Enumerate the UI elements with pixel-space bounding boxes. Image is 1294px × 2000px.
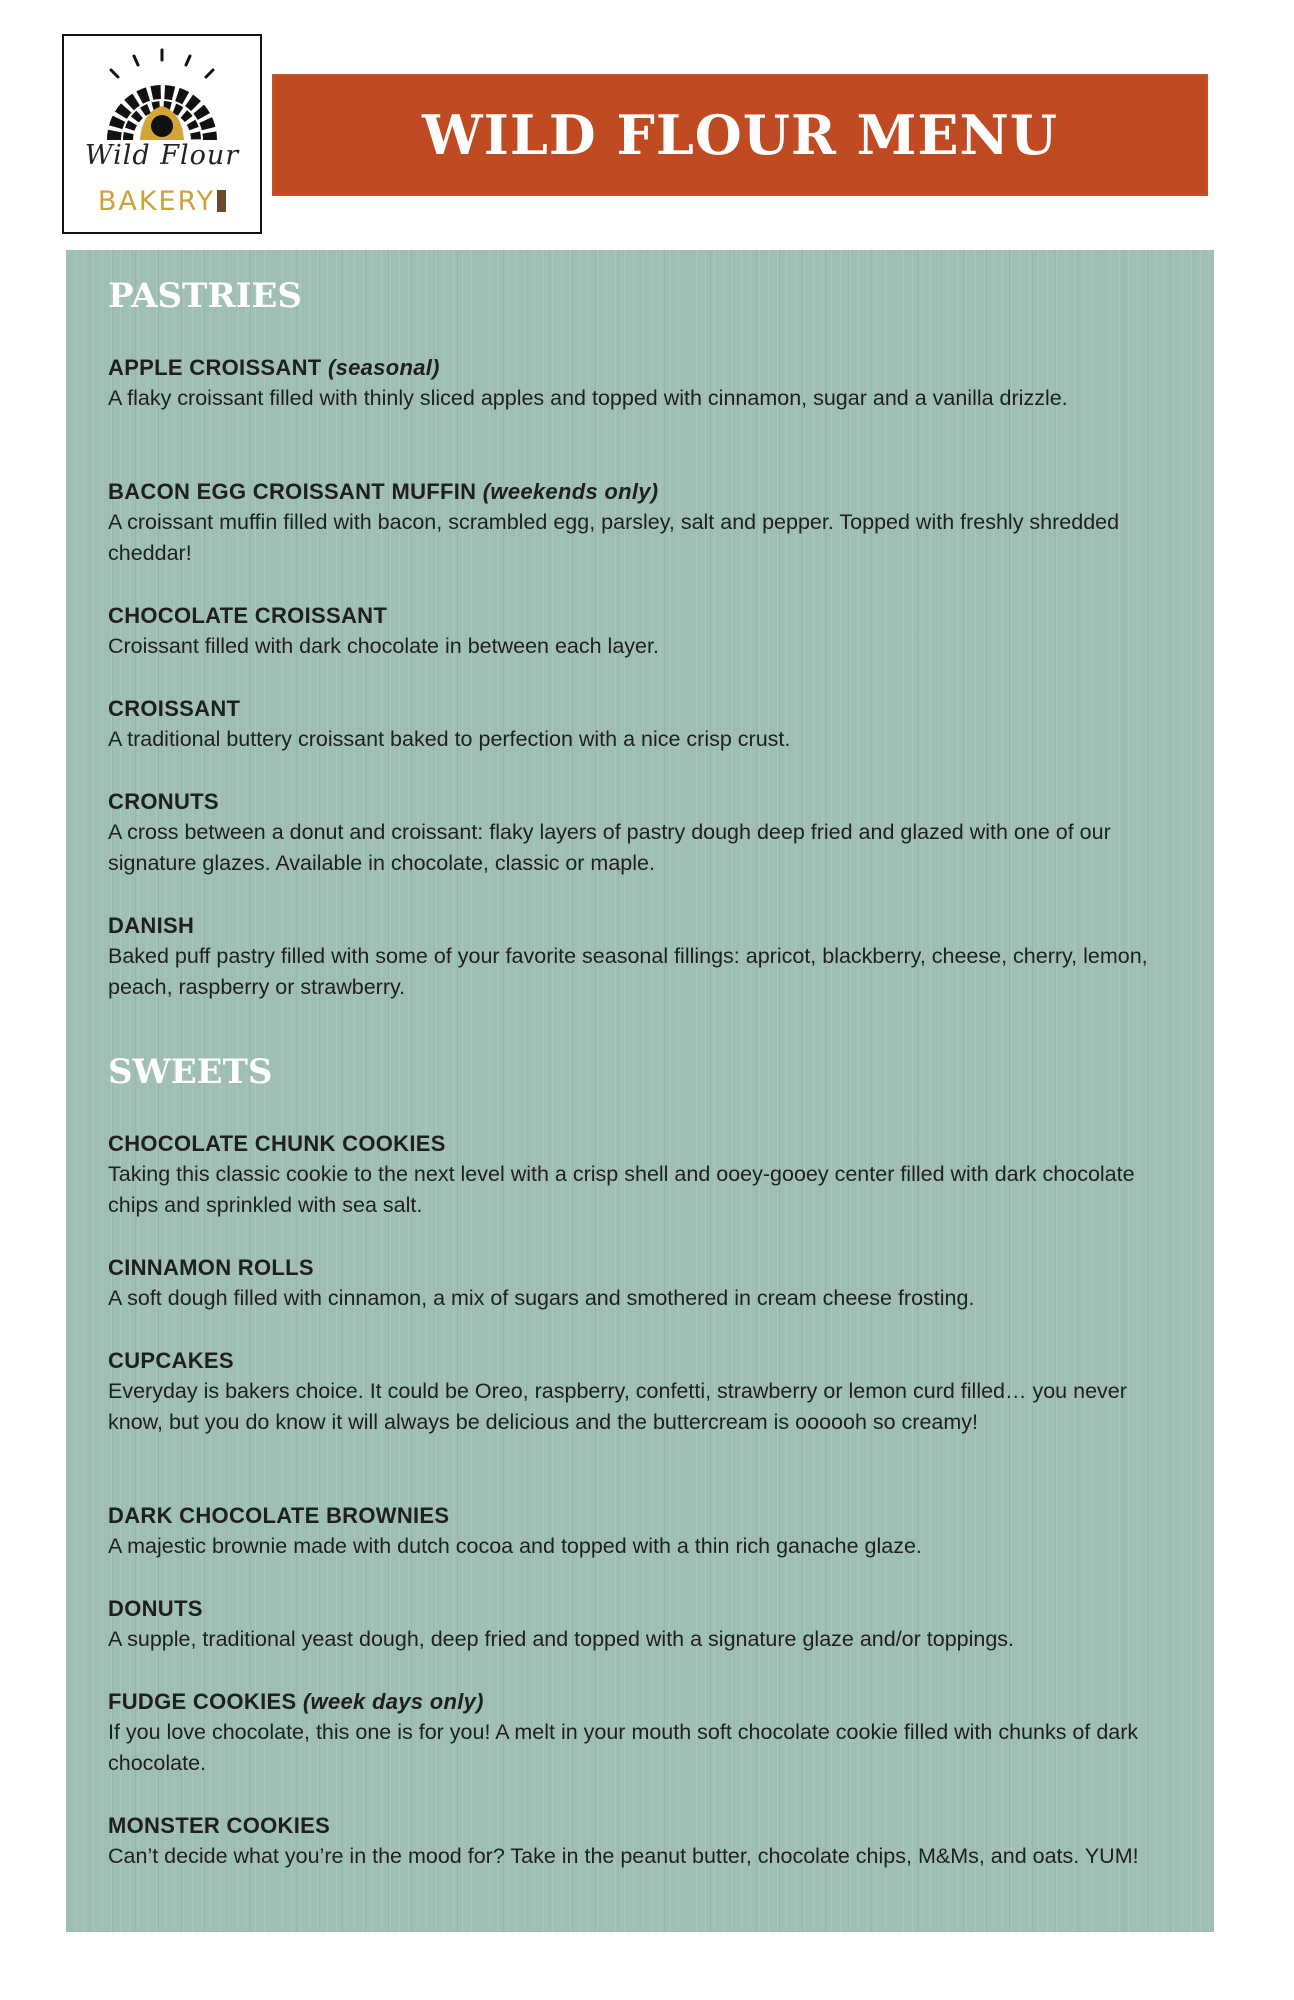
item-name: MONSTER COOKIES — [108, 1813, 331, 1838]
item-name-line — [108, 693, 1178, 724]
item-name: DARK CHOCOLATE BROWNIES — [108, 1503, 450, 1528]
menu-item — [108, 786, 1178, 879]
logo-bakery-text — [64, 186, 260, 217]
item-description: Taking this classic cookie to the next level with a crisp shell and ooey-gooey center filled with dark chocolate chips and sprinkled with sea salt. — [108, 1162, 1135, 1217]
logo-bakery-word: BAKERY — [97, 186, 216, 217]
item-description: A supple, traditional yeast dough, deep fried and topped with a signature glaze and/or toppings. — [108, 1627, 1015, 1651]
item-name: DONUTS — [108, 1596, 203, 1621]
menu-item — [108, 600, 1178, 662]
item-name: CHOCOLATE CHUNK COOKIES — [108, 1131, 446, 1156]
item-name: DANISH — [108, 913, 195, 938]
item-name-line — [108, 1593, 1178, 1624]
title-banner — [272, 74, 1208, 196]
section-title-sweets: SWEETS — [108, 1052, 273, 1092]
section-title-pastries: PASTRIES — [108, 276, 302, 316]
item-name: CINNAMON ROLLS — [108, 1255, 314, 1280]
item-name: APPLE CROISSANT — [108, 355, 322, 380]
item-name-line — [108, 1686, 1178, 1717]
page-title: WILD FLOUR MENU — [422, 103, 1058, 167]
item-name-line — [108, 352, 1178, 383]
item-description: Can’t decide what you’re in the mood for? Take in the peanut butter, chocolate chips, M&Ms, and oats. YUM! — [108, 1844, 1139, 1868]
logo-tag-mark — [217, 190, 226, 212]
item-description: If you love chocolate, this one is for you! A melt in your mouth soft chocolate cookie filled with chunks of dark chocolate. — [108, 1720, 1139, 1775]
menu-item — [108, 1593, 1178, 1655]
logo-script-text: Wild Flour — [84, 140, 240, 171]
menu-item — [108, 693, 1178, 755]
menu-item — [108, 1252, 1178, 1314]
item-note: (week days only) — [302, 1689, 484, 1714]
item-note: (seasonal) — [327, 355, 440, 380]
item-name-line — [108, 786, 1178, 817]
item-name: CRONUTS — [108, 789, 219, 814]
item-name: BACON EGG CROISSANT MUFFIN — [108, 479, 477, 504]
item-name-line — [108, 600, 1178, 631]
item-description: A majestic brownie made with dutch cocoa and topped with a thin rich ganache glaze. — [108, 1534, 922, 1558]
menu-item — [108, 476, 1178, 569]
item-name: FUDGE COOKIES — [108, 1689, 297, 1714]
item-note: (weekends only) — [482, 479, 659, 504]
item-description: Croissant filled with dark chocolate in between each layer. — [108, 634, 659, 658]
item-name-line — [108, 1810, 1178, 1841]
item-description: A soft dough filled with cinnamon, a mix of sugars and smothered in cream cheese frosting. — [108, 1286, 975, 1310]
item-description: A traditional buttery croissant baked to perfection with a nice crisp crust. — [108, 727, 791, 751]
item-name: CHOCOLATE CROISSANT — [108, 603, 388, 628]
menu-panel — [66, 250, 1214, 1932]
item-name-line — [108, 1128, 1178, 1159]
item-description: A flaky croissant filled with thinly sliced apples and topped with cinnamon, sugar and a vanilla drizzle. — [108, 386, 1068, 410]
item-description: Everyday is bakers choice. It could be Oreo, raspberry, confetti, strawberry or lemon curd filled… you never know, but you do know it will always be delicious and the buttercream is oooooh so creamy! — [108, 1379, 1127, 1434]
item-name: CUPCAKES — [108, 1348, 234, 1373]
item-name-line — [108, 1345, 1178, 1376]
item-description: A croissant muffin filled with bacon, scrambled egg, parsley, salt and pepper. Topped with freshly shredded cheddar! — [108, 510, 1120, 565]
menu-item — [108, 1810, 1178, 1872]
item-name-line — [108, 476, 1178, 507]
item-description: A cross between a donut and croissant: flaky layers of pastry dough deep fried and glazed with one of our signature glazes. Available in chocolate, classic or maple. — [108, 820, 1111, 875]
menu-item — [108, 910, 1178, 1003]
menu-item — [108, 1345, 1178, 1438]
item-name: CROISSANT — [108, 696, 241, 721]
item-description: Baked puff pastry filled with some of your favorite seasonal fillings: apricot, blackberry, cheese, cherry, lemon, peach, raspberry or strawberry. — [108, 944, 1148, 999]
bakery-logo — [62, 34, 262, 234]
menu-item — [108, 1500, 1178, 1562]
item-name-line — [108, 1500, 1178, 1531]
item-name-line — [108, 1252, 1178, 1283]
menu-item — [108, 1686, 1178, 1779]
item-name-line — [108, 910, 1178, 941]
menu-item — [108, 1128, 1178, 1221]
menu-item — [108, 352, 1178, 414]
